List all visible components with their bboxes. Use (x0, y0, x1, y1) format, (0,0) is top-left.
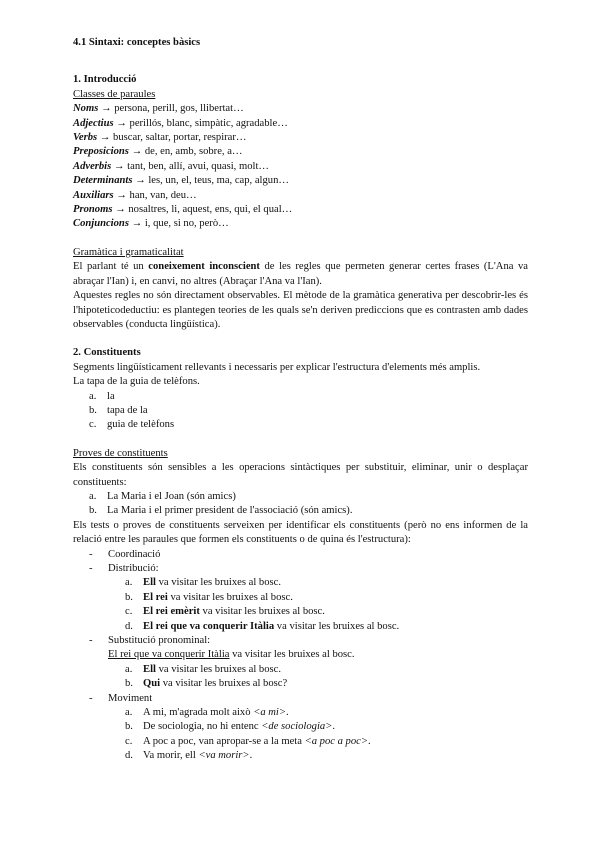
test-coordination: - Coordinació (89, 548, 161, 560)
word-class-item: Preposicions → de, en, amb, sobre, a… (73, 146, 243, 158)
example-list-2 (73, 490, 528, 519)
arrow-icon: → (115, 204, 126, 216)
list-item: b. La Maria i el primer president de l'associació (són amics). (89, 505, 353, 517)
arrow-icon: → (131, 146, 143, 158)
spacer (73, 433, 528, 447)
list-item: c. A poc a poc, van apropar-se a la meta <a poc a poc>. (125, 735, 371, 747)
constituents-paragraph-1: Segments lingüísticament rellevants i necessaris per explicar l'estructura d'elements més amplis. (73, 361, 481, 373)
list-item: d. El rei que va conquerir Itàlia va visitar les bruixes al bosc. (125, 620, 400, 632)
list-item: c. El rei emèrit va visitar les bruixes al bosc. (125, 606, 325, 618)
document-title: 4.1 Sintaxi: conceptes bàsics (73, 37, 201, 48)
word-class-item: Adjectius → perillós, blanc, simpàtic, agradable… (73, 117, 288, 129)
distribution-examples (73, 576, 528, 634)
arrow-icon: → (99, 132, 111, 144)
list-item: b. El rei va visitar les bruixes al bosc. (125, 591, 293, 603)
list-item: b. De sociologia, no hi entenc <de sociologia>. (125, 721, 336, 733)
test-distribution: - Distribució: (89, 563, 159, 574)
movement-examples (73, 706, 528, 764)
word-classes-list (73, 102, 528, 232)
arrow-icon: → (116, 189, 127, 201)
word-class-item: Adverbis → tant, ben, allí, avui, quasi, molt… (73, 160, 269, 172)
arrow-icon: → (131, 218, 143, 230)
constituents-paragraph-2: La tapa de la guia de telèfons. (73, 376, 200, 388)
list-item: b. tapa de la (89, 404, 148, 416)
section-2-heading: 2. Constituents (73, 347, 141, 359)
arrow-icon: → (135, 175, 146, 187)
list-item: a. la (89, 390, 115, 402)
word-class-item: Noms → persona, perill, gos, llibertat… (73, 103, 244, 115)
arrow-icon: → (116, 117, 127, 129)
list-item: a. Ell va visitar les bruixes al bosc. (125, 577, 281, 589)
spacer (73, 332, 528, 346)
list-item: a. Ell va visitar les bruixes al bosc. (125, 663, 281, 675)
test-movement: - Moviment (89, 692, 153, 704)
tests-list-cont (73, 634, 528, 648)
word-class-item: Verbs → buscar, saltar, portar, respirar… (73, 132, 247, 144)
grammar-paragraph-2: Aquestes regles no són directament observables. El mètode de la gramàtica generativa per descobrir-les és l'hipoteticodeductiu: es plantegen teories de les quals se'n deriven prediccions que es contrasten amb dades observables (conducta lingüística). (73, 290, 528, 330)
classes-subtitle: Classes de paraules (73, 88, 156, 100)
list-item: a. A mi, m'agrada molt això <a mi>. (125, 707, 289, 719)
example-list-1 (73, 390, 528, 433)
grammar-subtitle: Gramàtica i gramaticalitat (73, 246, 184, 258)
test-substitution: - Substitució pronominal: (89, 635, 211, 647)
document-page (73, 36, 528, 764)
tests-list (73, 548, 528, 577)
proves-paragraph-2: Els tests o proves de constituents serveixen per identificar els constituents (però no ens informen de la relació entre les paraules que formen els constituents o de quina és l'estructura): (73, 519, 528, 546)
word-class-item: Pronoms → nosaltres, li, aquest, ens, qui, el qual… (73, 204, 293, 216)
substitution-examples (73, 663, 528, 692)
proves-subtitle: Proves de constituents (73, 447, 168, 459)
grammar-paragraph-1: El parlant té un coneixement inconscient de les regles que permeten generar certes frases (L'Ana va abraçar l'Ian) i, en canvi, no altres (Abraçar l'Ana va l'Ian). (73, 261, 528, 287)
proves-paragraph-1: Els constituents són sensibles a les operacions sintàctiques per substituir, eliminar, unir o desplaçar constituents: (73, 462, 528, 488)
tests-list-cont-2 (73, 692, 528, 706)
list-item: b. Qui va visitar les bruixes al bosc? (125, 678, 288, 690)
word-class-item: Auxiliars → han, van, deu… (73, 189, 197, 201)
list-item: a. La Maria i el Joan (són amics) (89, 490, 236, 502)
section-1-heading: 1. Introducció (73, 74, 137, 86)
word-class-item: Conjuncions → i, que, si no, però… (73, 218, 229, 230)
arrow-icon: → (100, 103, 112, 115)
list-item: c. guia de telèfons (89, 419, 175, 431)
substitution-example: El rei que va conquerir Itàlia va visitar les bruixes al bosc. (108, 649, 355, 661)
arrow-icon: → (113, 160, 125, 172)
list-item: d. Va morir, ell <va morir>. (125, 750, 253, 762)
word-class-item: Determinants → les, un, el, teus, ma, cap, algun… (73, 175, 289, 187)
spacer (73, 232, 528, 246)
